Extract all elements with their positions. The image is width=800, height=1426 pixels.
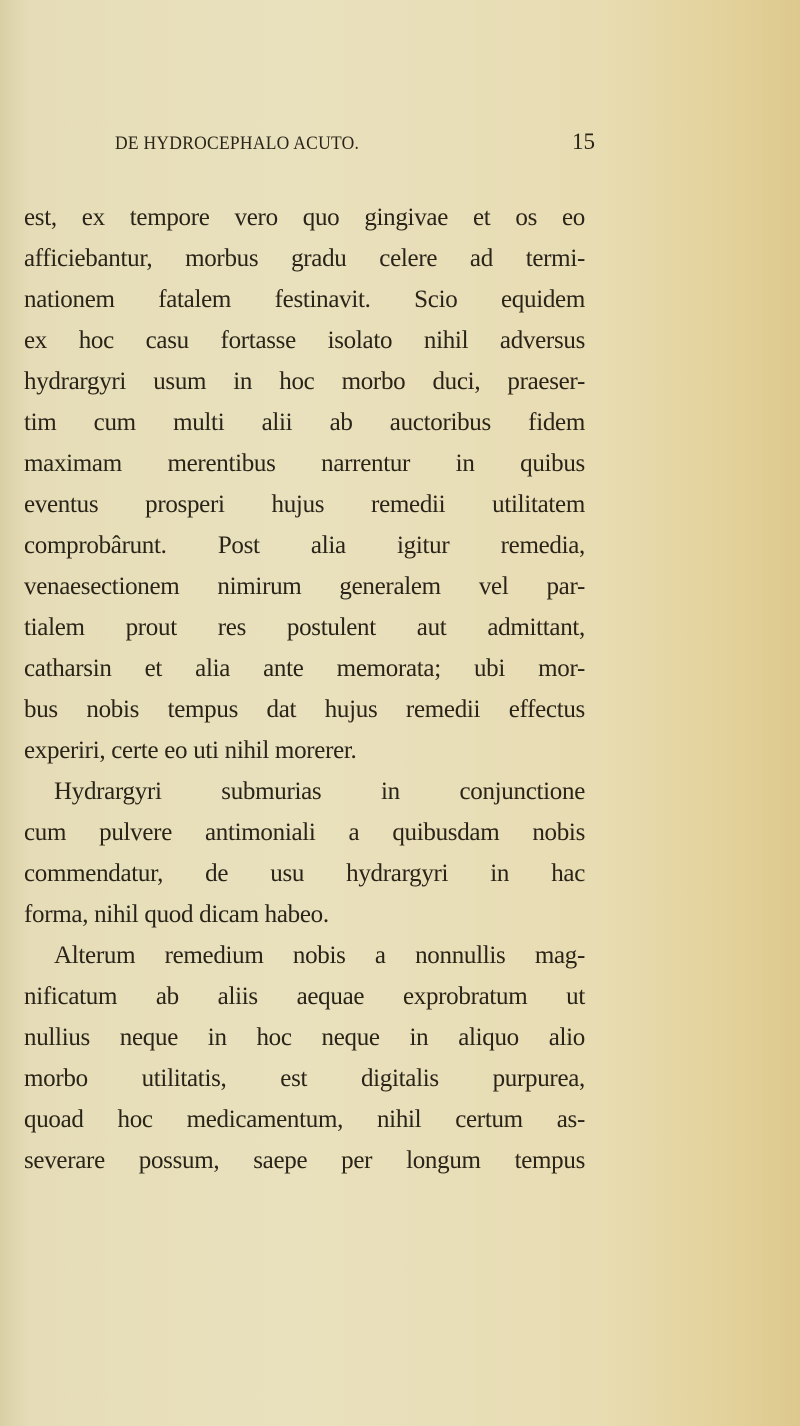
body-text — [24, 197, 585, 1181]
running-title: DE HYDROCEPHALO ACUTO. — [115, 133, 360, 154]
text-line: eventus prosperi hujus remedii utilitatem — [24, 491, 585, 518]
text-line: afficiebantur, morbus gradu celere ad termi- — [24, 245, 585, 272]
page-number: 15 — [572, 129, 595, 154]
text-line: maximam merentibus narrentur in quibus — [24, 450, 585, 477]
text-line: nificatum ab aliis aequae exprobratum ut — [24, 983, 585, 1010]
text-line: comprobârunt. Post alia igitur remedia, — [24, 532, 585, 559]
text-line: forma, nihil quod dicam habeo. — [24, 901, 329, 928]
text-line: morbo utilitatis, est digitalis purpurea, — [24, 1065, 585, 1092]
text-line: experiri, certe eo uti nihil morerer. — [24, 737, 357, 764]
text-line: Hydrargyri submurias in conjunctione — [54, 778, 585, 805]
text-line: venaesectionem nimirum generalem vel par- — [24, 573, 585, 600]
text-line: nationem fatalem festinavit. Scio equidem — [24, 286, 585, 313]
text-line: severare possum, saepe per longum tempus — [24, 1147, 585, 1174]
text-line: nullius neque in hoc neque in aliquo alio — [24, 1024, 585, 1051]
text-line: tim cum multi alii ab auctoribus fidem — [24, 409, 585, 436]
text-line: Alterum remedium nobis a nonnullis mag- — [54, 942, 585, 969]
text-line: bus nobis tempus dat hujus remedii effectus — [24, 696, 585, 723]
text-line: est, ex tempore vero quo gingivae et os eo — [24, 204, 585, 231]
text-line: ex hoc casu fortasse isolato nihil adversus — [24, 327, 585, 354]
running-header — [115, 129, 595, 163]
text-line: hydrargyri usum in hoc morbo duci, praeser- — [24, 368, 585, 395]
text-line: tialem prout res postulent aut admittant, — [24, 614, 585, 641]
text-line: commendatur, de usu hydrargyri in hac — [24, 860, 585, 887]
text-line: cum pulvere antimoniali a quibusdam nobis — [24, 819, 585, 846]
text-line: catharsin et alia ante memorata; ubi mor- — [24, 655, 585, 682]
text-line: quoad hoc medicamentum, nihil certum as- — [24, 1106, 585, 1133]
